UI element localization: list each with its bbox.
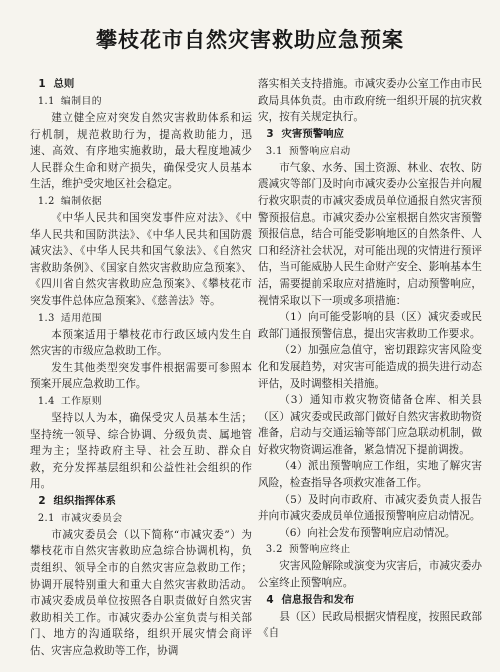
paragraph: （2）加强应急值守，密切跟踪灾害风险变化和发展趋势，对灾害可能造成的损失进行动态评估，及时调整相关措施。 [258, 344, 482, 390]
heading-number: 3 [266, 127, 274, 140]
paragraph: （5）及时向市政府、市减灾委负责人报告并向市减灾委成员单位通报预警响应启动情况。 [258, 493, 482, 523]
right-column [258, 76, 482, 642]
heading-text: 预警响应启动 [288, 145, 351, 157]
heading-text: 适用范围 [60, 312, 103, 324]
section-heading [258, 592, 482, 609]
paragraph: 县（区）民政局根据灾情程度，按照民政部《自 [258, 610, 482, 640]
heading-number: 1.2 [37, 195, 55, 207]
left-column [30, 76, 252, 660]
paragraph: （1）向可能受影响的县（区）减灾委或民政部门通报预警信息，提出灾害救助工作要求。 [258, 311, 482, 340]
paragraph: （4）派出预警响应工作组，实地了解灾害风险，检查指导各项救灾准备工作。 [258, 460, 482, 490]
subsection-heading [30, 310, 252, 327]
paragraph: 《中华人民共和国突发事件应对法》、《中华人民共和国防洪法》、《中华人民共和国防震减灾法》、《中华人民共和国气象法》、《自然灾害救助条例》、《国家自然灾害救助应急预案》、《四川省自然灾害救助应急预案》、《攀枝花市突发事件总体应急预案》、《慈善法》等。 [30, 211, 252, 307]
heading-number: 1.1 [37, 96, 55, 107]
heading-text: 组织指挥体系 [53, 494, 116, 507]
heading-text: 总则 [53, 78, 75, 90]
paragraph: （6）向社会发布预警响应启动情况。 [279, 526, 456, 539]
heading-text: 灾害预警响应 [281, 127, 344, 140]
paragraph: 建立健全应对突发自然灾害救助体系和运行机制，规范救助行为，提高救助能力，迅速、高效、有序地实施救助，最大程度地减少人民群众生命和财产损失，确保受灾人员基本生活，维护受灾地区社会稳定。 [30, 112, 252, 191]
subsection-heading [30, 393, 252, 410]
heading-number: 2.1 [37, 512, 55, 524]
subsection-heading [258, 541, 482, 558]
section-heading [258, 126, 482, 143]
paragraph: 市气象、水务、国土资源、林业、农牧、防震减灾等部门及时向市减灾委办公室报告并向履行救灾职责的市减灾委成员单位通报自然灾害预警预报信息。市减灾委办公室根据自然灾害预警预报信息，结合可能受影响地区的自然条件、人口和经济社会状况，对可能出现的灾情进行预评估，当可能威胁人民生命财产安全、影响基本生活，需要提前采取应对措施时，启动预警响应，视情采取以下一项或多项措施： [258, 161, 482, 307]
heading-text: 编制目的 [60, 96, 103, 107]
heading-number: 1.4 [37, 395, 55, 407]
paragraph: 落实相关支持措施。市减灾委办公室工作由市民政局具体负责。由市政府统一组织开展的抗灾救灾，按有关规定执行。 [258, 78, 482, 124]
paragraph: 本预案适用于攀枝花市行政区域内发生自然灾害的市级应急救助工作。 [30, 328, 252, 358]
heading-text: 工作原则 [60, 395, 103, 407]
section-heading [30, 76, 252, 93]
subsection-heading [30, 193, 252, 210]
heading-number: 4 [266, 593, 274, 606]
heading-number: 3.2 [265, 544, 283, 556]
paragraph: （3）通知市救灾物资储备仓库、相关县（区）减灾委或民政部门做好自然灾害救助物资准备，启动与交通运输等部门应急联动机制，做好救灾物资调运准备，紧急情况下提前调拨。 [258, 394, 482, 456]
paragraph: 发生其他类型突发事件根据需要可参照本预案开展应急救助工作。 [30, 361, 252, 391]
section-heading [30, 493, 252, 510]
heading-number: 1 [38, 78, 46, 90]
paragraph: 灾害风险解除或演变为灾害后，市减灾委办公室终止预警响应。 [258, 560, 482, 590]
subsection-heading [30, 510, 252, 527]
paragraph: 市减灾委员会（以下简称“市减灾委”）为攀枝花市自然灾害救助应急综合协调机构，负责组织、领导全市的自然灾害应急救助工作；协调开展特别重大和重大自然灾害救助活动。市减灾委成员单位按照各自职责做好自然灾害救助相关工作。市减灾委办公室负责与相关部门、地方的沟通联络，组织开展灾情会商评估、灾害应急救助等工作，协调 [30, 528, 252, 658]
subsection-heading [30, 93, 252, 110]
heading-text: 预警响应终止 [288, 544, 351, 556]
subsection-heading [258, 143, 482, 160]
heading-text: 信息报告和发布 [281, 593, 355, 606]
heading-text: 市减灾委员会 [60, 512, 123, 524]
paragraph: 坚持以人为本，确保受灾人员基本生活；坚持统一领导、综合协调、分级负责、属地管理为主；坚持政府主导、社会互助、群众自救，充分发挥基层组织和公益性社会组织的作用。 [30, 411, 252, 491]
heading-number: 2 [38, 494, 46, 507]
heading-number: 1.3 [37, 312, 55, 324]
heading-text: 编制依据 [60, 195, 103, 207]
heading-number: 3.1 [265, 145, 283, 157]
document-title: 攀枝花市自然灾害救助应急预案 [96, 28, 404, 52]
